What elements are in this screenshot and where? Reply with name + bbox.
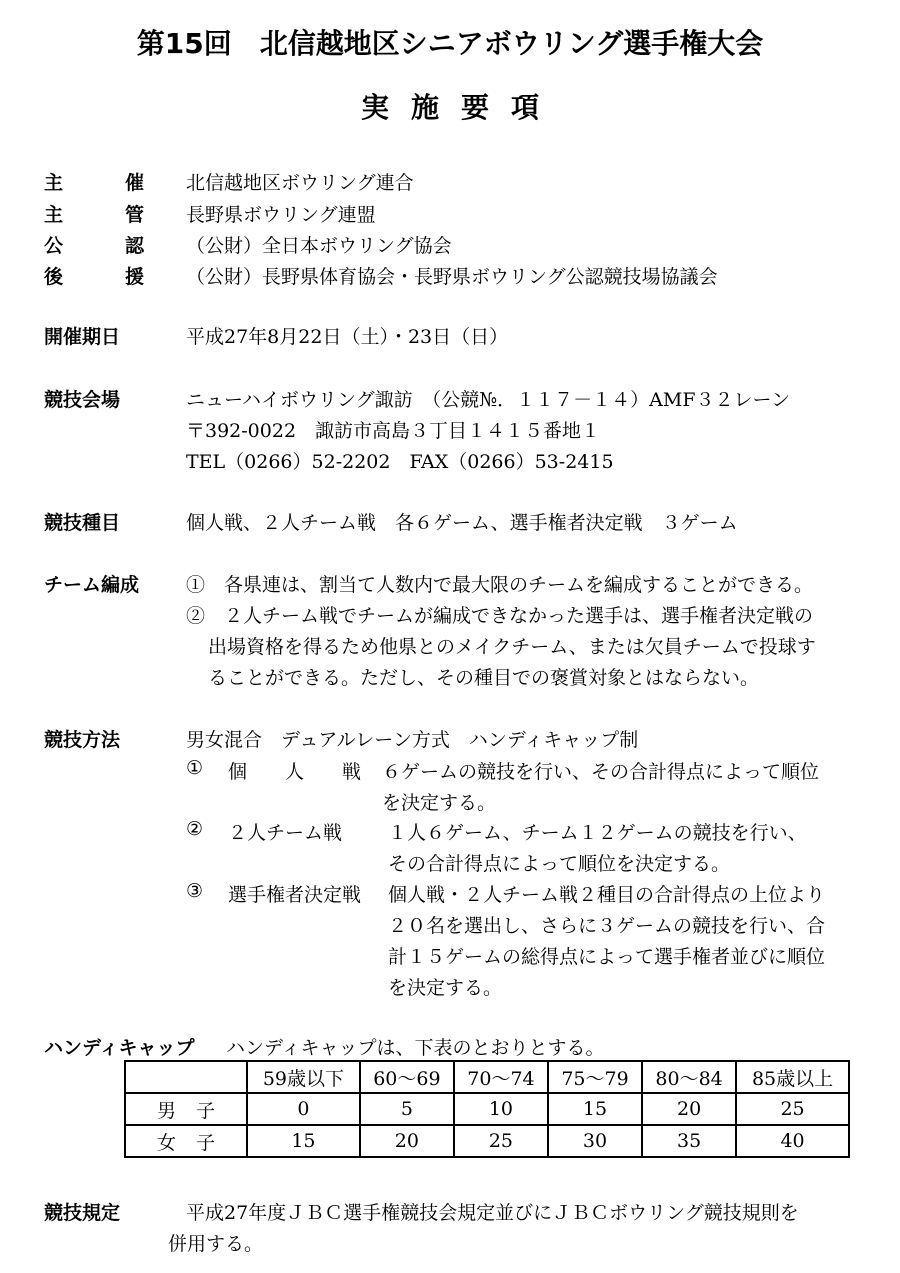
label-handicap: ハンディキャップ xyxy=(44,1037,195,1059)
rules-line: 平成27年度ＪＢＣ選手権競技会規定並びにＪＢＣボウリング競技規則を xyxy=(186,1202,799,1224)
approval-text: （公財）全日本ボウリング協会 xyxy=(186,235,452,257)
handicap-table xyxy=(124,1060,850,1158)
method-item-line: を決定する。 xyxy=(388,977,503,999)
method-item-line: 計１５ゲームの総得点によって選手権者並びに順位 xyxy=(388,946,826,968)
label-venue: 競技会場 xyxy=(44,389,121,411)
table-cell: 10 xyxy=(454,1093,548,1125)
date-text: 平成27年8月22日（土）・23日（日） xyxy=(186,326,509,348)
team-line: 出場資格を得るため他県とのメイクチーム、または欠員チームで投球す xyxy=(208,636,816,658)
method-intro: 男女混合 デュアルレーン方式 ハンディキャップ制 xyxy=(186,729,639,751)
table-cell: 5 xyxy=(360,1093,454,1125)
table-cell: 35 xyxy=(642,1125,736,1157)
table-cell: 30 xyxy=(548,1125,642,1157)
method-item-name: ２人チーム戦 xyxy=(228,822,343,844)
team-line: ① 各県連は、割当て人数内で最大限のチームを編成することができる。 xyxy=(186,574,814,596)
team-line: ることができる。ただし、その種目での褒賞対象とはならない。 xyxy=(208,667,760,689)
page-subtitle: 実施要項 xyxy=(360,91,561,124)
table-header-cell: 85歳以上 xyxy=(736,1061,849,1093)
table-row xyxy=(125,1093,849,1125)
table-cell: 0 xyxy=(247,1093,360,1125)
page-title: 第15回 北信越地区シニアボウリング選手権大会 xyxy=(136,27,764,60)
method-item-line: １人６ゲーム、チーム１２ゲームの競技を行い、 xyxy=(388,822,807,844)
table-header-cell xyxy=(125,1061,247,1093)
events-text: 個人戦、２人チーム戦 各６ゲーム、選手権者決定戦 ３ゲーム xyxy=(186,512,738,534)
table-header-cell: 70～74 xyxy=(454,1061,548,1093)
method-item-line: を決定する。 xyxy=(382,792,497,814)
table-cell: 15 xyxy=(548,1093,642,1125)
method-item-name: 選手権者決定戦 xyxy=(228,884,362,906)
support-text: （公財）長野県体育協会・長野県ボウリング公認競技場協議会 xyxy=(186,266,718,288)
method-item-number: ③ xyxy=(186,880,204,902)
table-header-cell: 59歳以下 xyxy=(247,1061,360,1093)
team-line: ② ２人チーム戦でチームが編成できなかった選手は、選手権者決定戦の xyxy=(186,605,814,627)
method-item-number: ② xyxy=(186,818,204,840)
label-manager: 主 管 xyxy=(44,204,144,226)
method-item-line: ２０名を選出し、さらに３ゲームの競技を行い、合 xyxy=(388,915,826,937)
venue-line: ニューハイボウリング諏訪 （公競№．１１７－１４）AMF３２レーン xyxy=(186,389,791,411)
handicap-text: ハンディキャップは、下表のとおりとする。 xyxy=(226,1037,605,1059)
manager-text: 長野県ボウリング連盟 xyxy=(186,204,376,226)
venue-phone: TEL（0266）52-2202 FAX（0266）53-2415 xyxy=(186,451,614,473)
host-text: 北信越地区ボウリング連合 xyxy=(186,172,414,194)
table-row xyxy=(125,1125,849,1157)
table-header-cell: 60～69 xyxy=(360,1061,454,1093)
label-rules: 競技規定 xyxy=(44,1202,121,1224)
venue-address: 〒392-0022 諏訪市高島３丁目１４１５番地１ xyxy=(186,420,601,442)
row-header-female: 女子 xyxy=(125,1125,247,1157)
label-date: 開催期日 xyxy=(44,326,121,348)
table-cell: 20 xyxy=(360,1125,454,1157)
table-header-cell: 75～79 xyxy=(548,1061,642,1093)
method-item-line: 個人戦・２人チーム戦２種目の合計得点の上位より xyxy=(388,884,826,906)
table-cell: 20 xyxy=(642,1093,736,1125)
label-support: 後 援 xyxy=(44,266,144,288)
method-item-number: ① xyxy=(186,757,204,779)
table-cell: 15 xyxy=(247,1125,360,1157)
table-cell: 25 xyxy=(454,1125,548,1157)
label-events: 競技種目 xyxy=(44,512,121,534)
label-method: 競技方法 xyxy=(44,729,121,751)
table-header-row xyxy=(125,1061,849,1093)
method-item-line: ６ゲームの競技を行い、その合計得点によって順位 xyxy=(382,761,820,783)
label-host: 主 催 xyxy=(44,172,144,194)
label-team: チーム編成 xyxy=(44,574,140,596)
rules-line: 併用する。 xyxy=(168,1233,264,1255)
row-header-male: 男子 xyxy=(125,1093,247,1125)
method-item-name: 個 人 戦 xyxy=(228,761,362,783)
label-approval: 公 認 xyxy=(44,235,144,257)
table-cell: 40 xyxy=(736,1125,849,1157)
method-item-line: その合計得点によって順位を決定する。 xyxy=(388,853,731,875)
table-cell: 25 xyxy=(736,1093,849,1125)
table-header-cell: 80～84 xyxy=(642,1061,736,1093)
